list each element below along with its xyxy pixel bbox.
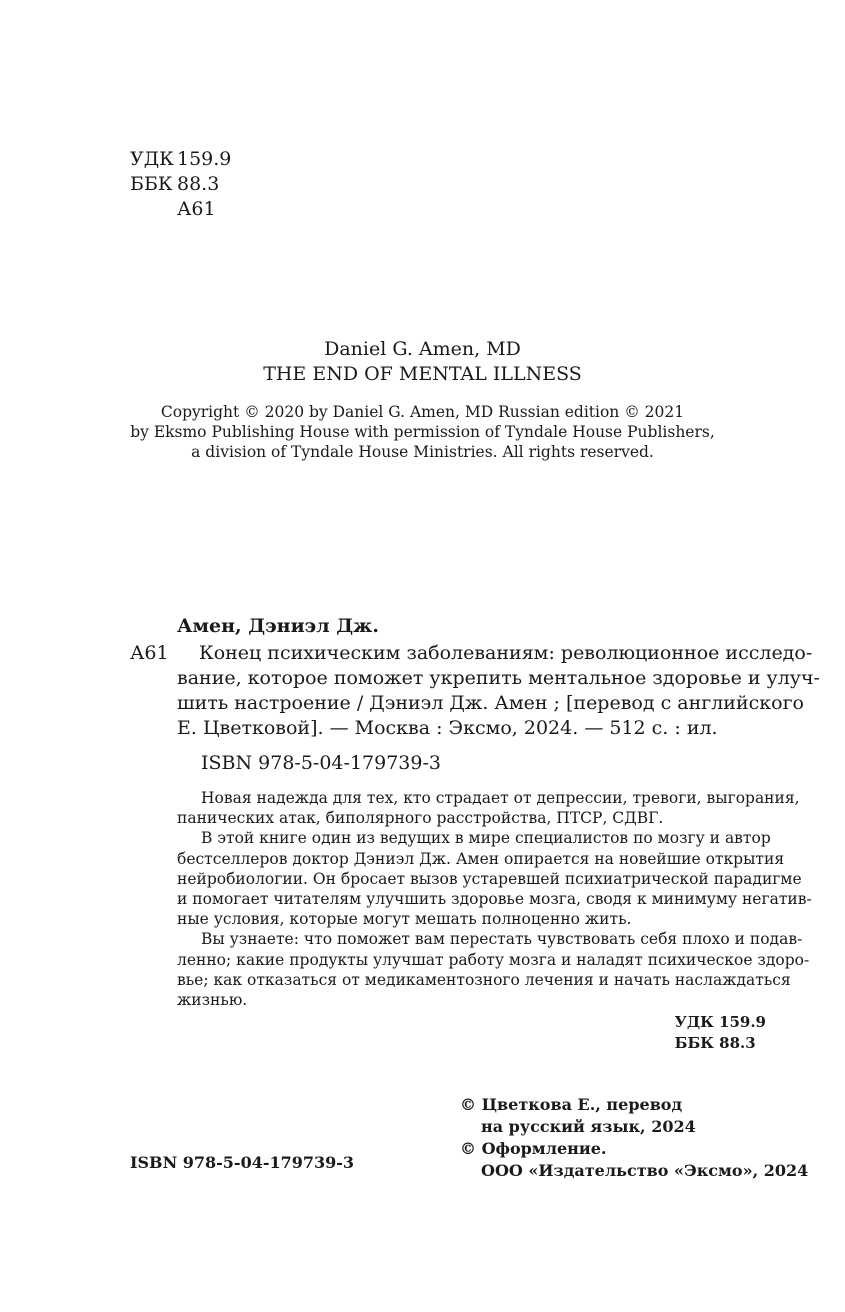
udk-value: 159.9 <box>177 148 232 170</box>
original-title: THE END OF MENTAL ILLNESS <box>263 363 582 385</box>
description-line: вание, которое поможет укрепить ментальное здоровье и улуч- <box>177 667 820 689</box>
udk-label: УДК <box>130 148 174 170</box>
annotation-line: ные условия, которые могут мешать полноценно жить. <box>177 910 632 929</box>
udk-row <box>130 147 231 172</box>
catalog-author-mark: А61 <box>130 642 169 664</box>
catalog-description <box>177 641 820 741</box>
isbn-bottom: ISBN 978-5-04-179739-3 <box>130 1153 355 1172</box>
annotation-line: и помогает читателям улучшить здоровье мозга, сводя к минимуму негатив- <box>177 890 812 909</box>
classification-block-top <box>130 147 231 222</box>
original-edition <box>0 337 845 387</box>
original-author: Daniel G. Amen, MD <box>324 338 521 360</box>
copyright-line: by Eksmo Publishing House with permission of Tyndale House Publishers, <box>130 423 715 441</box>
description-line: Е. Цветковой]. — Москва : Эксмо, 2024. — 512 с. : ил. <box>177 717 718 739</box>
annotation-line: В этой книге один из ведущих в мире специалистов по мозгу и автор <box>201 829 771 848</box>
author-mark-row <box>130 197 231 222</box>
rights-line: © Оформление. <box>460 1139 607 1158</box>
annotation-line: ленно; какие продукты улучшат работу мозга и наладят психическое здоро- <box>177 950 810 969</box>
rights-line: © Цветкова Е., перевод <box>460 1095 683 1114</box>
description-line: Конец психическим заболеваниям: революционное исследо- <box>199 642 813 664</box>
copyright-line: Copyright © 2020 by Daniel G. Amen, MD Russian edition © 2021 <box>160 403 685 421</box>
annotation-line: жизнью. <box>177 991 248 1010</box>
annotation <box>177 788 812 1010</box>
bbk-bottom: ББК 88.3 <box>674 1034 756 1052</box>
annotation-line: Новая надежда для тех, кто страдает от депрессии, тревоги, выгорания, <box>201 789 800 807</box>
bbk-value: 88.3 <box>177 173 220 195</box>
copyright-line: a division of Tyndale House Ministries. All rights reserved. <box>191 443 654 461</box>
udk-bottom: УДК 159.9 <box>674 1013 766 1031</box>
annotation-line: нейробиологии. Он бросает вызов устаревшей психиатрической парадигме <box>177 869 802 888</box>
rights-line: ООО «Издательство «Эксмо», 2024 <box>481 1161 809 1180</box>
classification-block-bottom <box>675 1012 766 1054</box>
copyright-notice <box>0 402 845 462</box>
annotation-line: панических атак, биполярного расстройства, ПТСР, СДВГ. <box>177 809 664 828</box>
catalog-author-heading: Амен, Дэниэл Дж. <box>177 615 379 637</box>
bbk-row <box>130 172 231 197</box>
rights-block <box>460 1094 808 1182</box>
description-line: шить настроение / Дэниэл Дж. Амен ; [перевод с английского <box>177 692 804 714</box>
author-mark-top: А61 <box>177 198 216 220</box>
annotation-line: Вы узнаете: что поможет вам перестать чувствовать себя плохо и подав- <box>201 930 803 949</box>
bbk-label: ББК <box>130 173 173 195</box>
annotation-line: вье; как отказаться от медикаментозного лечения и начать наслаждаться <box>177 970 791 989</box>
rights-line: на русский язык, 2024 <box>481 1117 696 1136</box>
annotation-line: бестселлеров доктор Дэниэл Дж. Амен опирается на новейшие открытия <box>177 849 785 868</box>
catalog-isbn: ISBN 978-5-04-179739-3 <box>201 752 441 774</box>
